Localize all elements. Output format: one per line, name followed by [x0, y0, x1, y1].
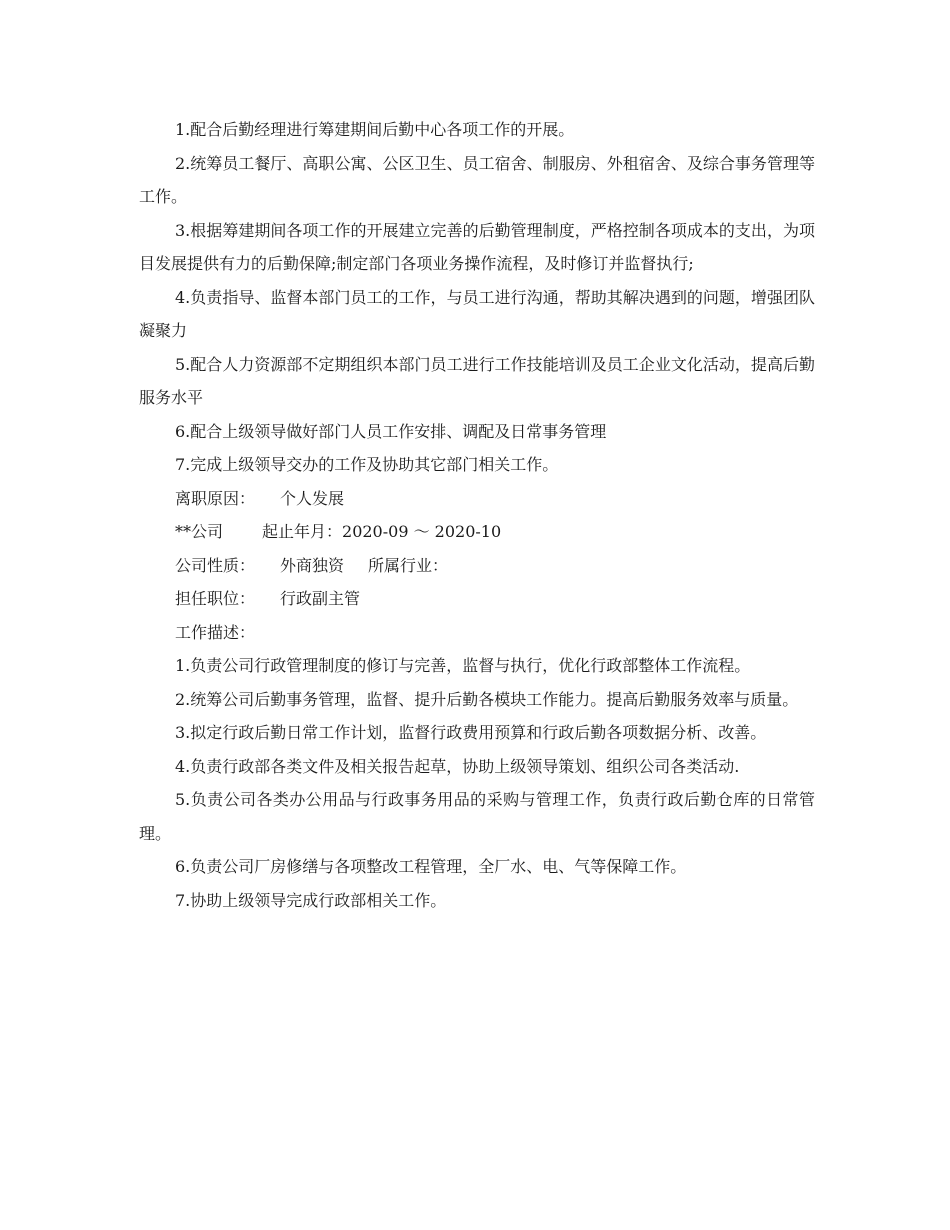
leave-reason-row	[139, 482, 815, 516]
position-label: 担任职位：	[175, 589, 256, 608]
position-value: 行政副主管	[280, 589, 361, 608]
company-nature-row	[139, 549, 815, 583]
work-item-5: 5.负责公司各类办公用品与行政事务用品的采购与管理工作，负责行政后勤仓库的日常管理。	[139, 790, 815, 843]
work-item-1: 1.负责公司行政管理制度的修订与完善，监督与执行，优化行政部整体工作流程。	[175, 656, 751, 675]
work-item-6: 6.负责公司厂房修缮与各项整改工程管理，全厂水、电、气等保障工作。	[175, 857, 687, 876]
company-nature-label: 公司性质：	[175, 555, 256, 575]
period-value: 2020-09 ～ 2020-10	[342, 522, 502, 541]
duty-item-7: 7.完成上级领导交办的工作及协助其它部门相关工作。	[175, 455, 559, 474]
duty-item-5: 5.配合人力资源部不定期组织本部门员工进行工作技能培训及员工企业文化活动，提高后勤服务水平	[139, 354, 815, 407]
duty-item-3: 3.根据筹建期间各项工作的开展建立完善的后勤管理制度，严格控制各项成本的支出，为项目发展提供有力的后勤保障;制定部门各项业务操作流程，及时修订并监督执行;	[139, 220, 815, 273]
company-name: **公司	[175, 522, 224, 541]
company-nature-value: 外商独资	[280, 555, 345, 575]
company-period-row	[139, 515, 815, 549]
work-item-2: 2.统筹公司后勤事务管理，监督、提升后勤各模块工作能力。提高后勤服务效率与质量。	[175, 689, 799, 709]
work-item-4: 4.负责行政部各类文件及相关报告起草，协助上级领导策划、组织公司各类活动.	[175, 756, 740, 776]
duty-item-1: 1.配合后勤经理进行筹建期间后勤中心各项工作的开展。	[175, 120, 575, 139]
work-description-label: 工作描述：	[175, 622, 256, 642]
resume-content	[139, 113, 815, 917]
position-row	[139, 582, 815, 616]
duty-item-2: 2.统筹员工餐厅、高职公寓、公区卫生、员工宿舍、制服房、外租宿舍、及综合事务管理等工作。	[139, 153, 815, 206]
work-description-heading	[139, 616, 815, 650]
industry-label: 所属行业：	[368, 555, 449, 575]
duty-item-6: 6.配合上级领导做好部门人员工作安排、调配及日常事务管理	[175, 421, 607, 441]
work-item-3: 3.拟定行政后勤日常工作计划，监督行政费用预算和行政后勤各项数据分析、改善。	[175, 723, 767, 742]
duty-item-4: 4.负责指导、监督本部门员工的工作，与员工进行沟通，帮助其解决遇到的问题，增强团队凝聚力	[139, 287, 815, 340]
leave-reason-value: 个人发展	[280, 488, 345, 508]
leave-reason-label: 离职原因：	[175, 488, 256, 508]
period-label: 起止年月：	[262, 522, 343, 541]
work-item-7: 7.协助上级领导完成行政部相关工作。	[175, 890, 447, 910]
